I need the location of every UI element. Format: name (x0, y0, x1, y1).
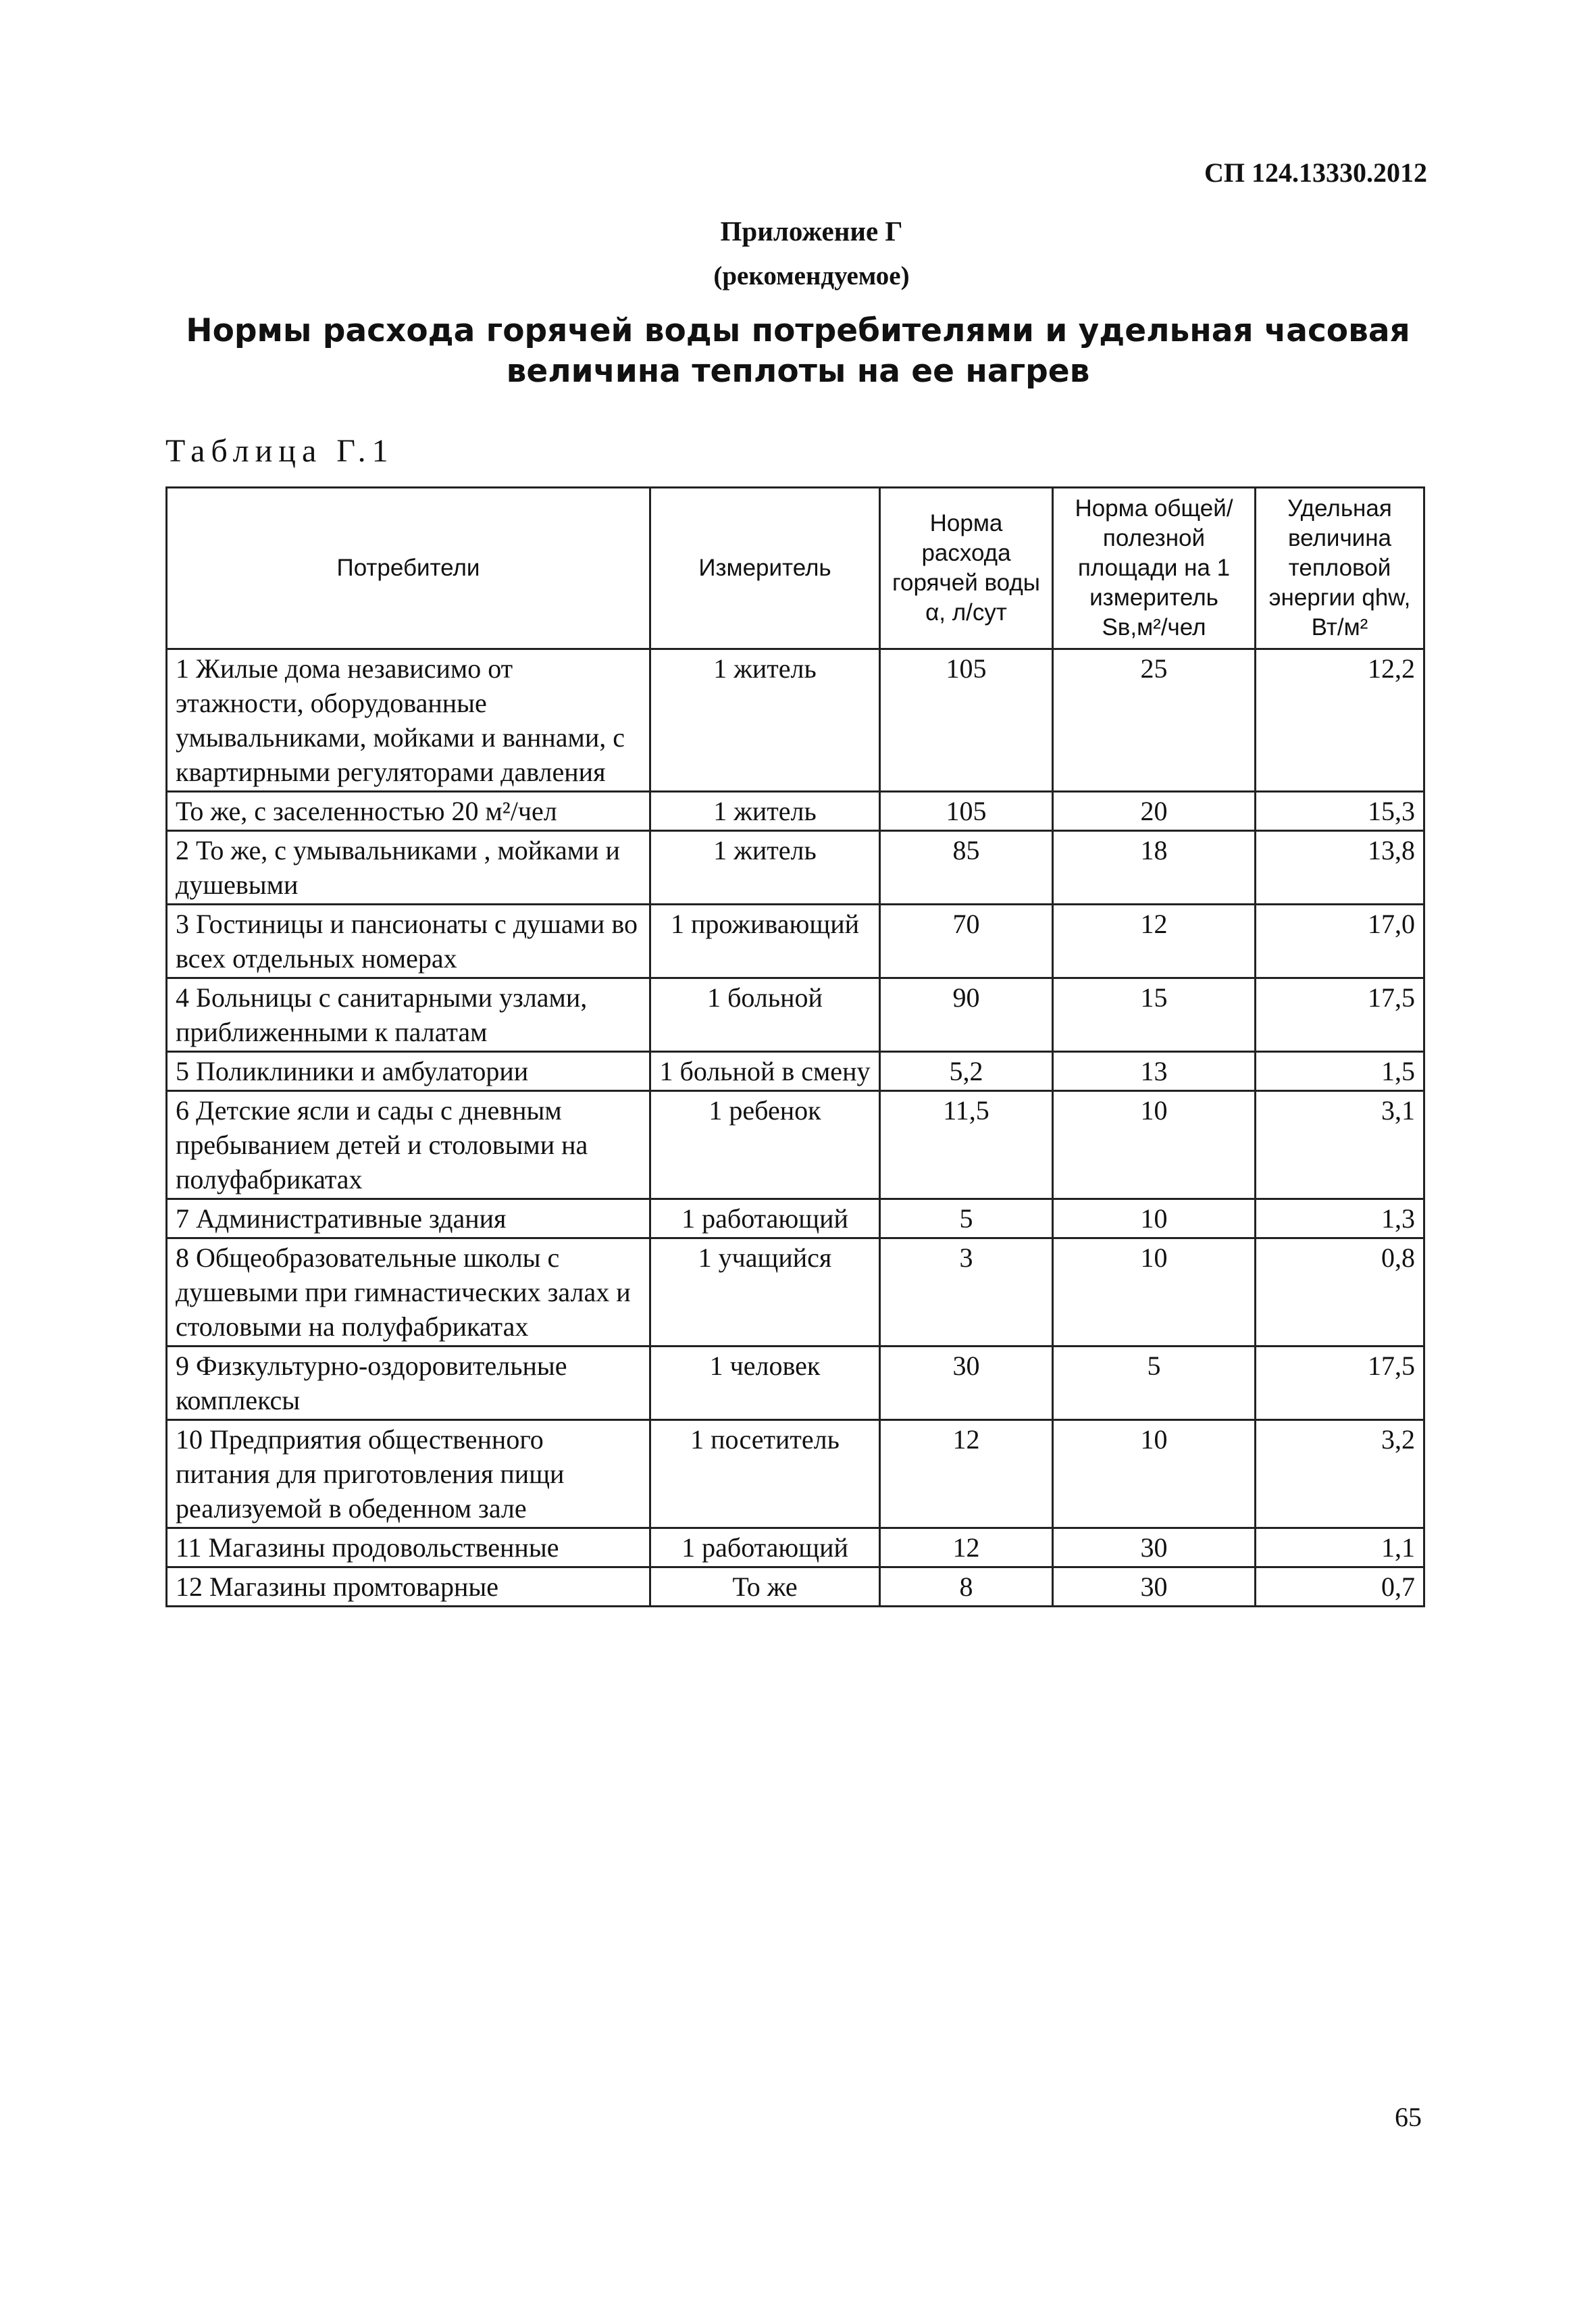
cell-water: 105 (880, 792, 1053, 831)
table-row (167, 1199, 1424, 1238)
cell-consumer: 6 Детские ясли и сады с дневным пребыванием детей и столовыми на полуфабрикатах (167, 1091, 650, 1199)
table-row (167, 978, 1424, 1052)
table-row (167, 1567, 1424, 1607)
column-header-consumers: Потребители (167, 488, 650, 649)
cell-heat: 1,1 (1256, 1528, 1424, 1567)
cell-water: 8 (880, 1567, 1053, 1607)
page-title: Нормы расхода горячей воды потребителями и удельная часовая величина теплоты на ее нагрев (186, 312, 1410, 390)
column-header-unit: Измеритель (650, 488, 880, 649)
cell-unit: 1 работающий (650, 1199, 880, 1238)
cell-water: 3 (880, 1238, 1053, 1347)
document-code: СП 124.13330.2012 (1204, 157, 1427, 188)
cell-unit: 1 работающий (650, 1528, 880, 1567)
table-row (167, 1091, 1424, 1199)
column-header-heat: Удельная величина тепловой энергии qhw, Вт/м² (1256, 488, 1424, 649)
cell-water: 85 (880, 831, 1053, 905)
table-header-row (167, 488, 1424, 649)
column-header-water-norm: Норма расхода горячей воды α, л/сут (880, 488, 1053, 649)
cell-consumer: То же, с заселенностью 20 м²/чел (167, 792, 650, 831)
cell-heat: 1,3 (1256, 1199, 1424, 1238)
cell-water: 5 (880, 1199, 1053, 1238)
cell-consumer: 3 Гостиницы и пансионаты с душами во всех отдельных номерах (167, 905, 650, 978)
cell-consumer: 9 Физкультурно-оздоровительные комплексы (167, 1347, 650, 1420)
cell-unit: 1 учащийся (650, 1238, 880, 1347)
cell-water: 70 (880, 905, 1053, 978)
cell-water: 105 (880, 649, 1053, 792)
cell-area: 12 (1053, 905, 1256, 978)
cell-heat: 0,7 (1256, 1567, 1424, 1607)
table-row (167, 831, 1424, 905)
table-row (167, 905, 1424, 978)
table-row (167, 1528, 1424, 1567)
cell-water: 30 (880, 1347, 1053, 1420)
cell-heat: 3,2 (1256, 1420, 1424, 1528)
page-number: 65 (1395, 2102, 1422, 2132)
cell-consumer: 1 Жилые дома независимо от этажности, оборудованные умывальниками, мойками и ваннами, с квартирными регуляторами давления (167, 649, 650, 792)
cell-consumer: 2 То же, с умывальниками , мойками и душевыми (167, 831, 650, 905)
cell-area: 10 (1053, 1199, 1256, 1238)
cell-area: 25 (1053, 649, 1256, 792)
cell-water: 12 (880, 1528, 1053, 1567)
cell-unit: 1 посетитель (650, 1420, 880, 1528)
table-row (167, 1420, 1424, 1528)
cell-area: 10 (1053, 1091, 1256, 1199)
cell-area: 10 (1053, 1238, 1256, 1347)
norms-table (165, 486, 1425, 1607)
cell-unit: 1 больной (650, 978, 880, 1052)
cell-heat: 1,5 (1256, 1052, 1424, 1091)
table-caption: Таблица Г.1 (165, 433, 394, 469)
cell-unit: 1 житель (650, 649, 880, 792)
cell-heat: 3,1 (1256, 1091, 1424, 1199)
cell-heat: 15,3 (1256, 792, 1424, 831)
cell-area: 13 (1053, 1052, 1256, 1091)
cell-unit: 1 проживающий (650, 905, 880, 978)
cell-area: 10 (1053, 1420, 1256, 1528)
cell-unit: То же (650, 1567, 880, 1607)
table-row (167, 1052, 1424, 1091)
cell-consumer: 7 Административные здания (167, 1199, 650, 1238)
cell-area: 20 (1053, 792, 1256, 831)
cell-unit: 1 больной в смену (650, 1052, 880, 1091)
table-row (167, 1347, 1424, 1420)
cell-consumer: 8 Общеобразовательные школы с душевыми при гимнастических залах и столовыми на полуфабрикатах (167, 1238, 650, 1347)
cell-area: 30 (1053, 1567, 1256, 1607)
cell-unit: 1 ребенок (650, 1091, 880, 1199)
cell-water: 12 (880, 1420, 1053, 1528)
table-row (167, 649, 1424, 792)
cell-area: 30 (1053, 1528, 1256, 1567)
cell-unit: 1 житель (650, 831, 880, 905)
table-row (167, 792, 1424, 831)
cell-consumer: 12 Магазины промтоварные (167, 1567, 650, 1607)
cell-area: 15 (1053, 978, 1256, 1052)
cell-water: 5,2 (880, 1052, 1053, 1091)
cell-consumer: 11 Магазины продовольственные (167, 1528, 650, 1567)
cell-water: 11,5 (880, 1091, 1053, 1199)
appendix-heading: Приложение Г (720, 216, 903, 247)
cell-area: 18 (1053, 831, 1256, 905)
cell-unit: 1 житель (650, 792, 880, 831)
cell-unit: 1 человек (650, 1347, 880, 1420)
cell-consumer: 4 Больницы с санитарными узлами, приближенными к палатам (167, 978, 650, 1052)
column-header-area-norm: Норма общей/полезной площади на 1 измеритель Sв,м²/чел (1053, 488, 1256, 649)
cell-heat: 17,5 (1256, 1347, 1424, 1420)
cell-heat: 13,8 (1256, 831, 1424, 905)
cell-heat: 17,0 (1256, 905, 1424, 978)
cell-heat: 0,8 (1256, 1238, 1424, 1347)
cell-heat: 17,5 (1256, 978, 1424, 1052)
cell-water: 90 (880, 978, 1053, 1052)
appendix-note: (рекомендуемое) (713, 261, 910, 291)
cell-area: 5 (1053, 1347, 1256, 1420)
cell-heat: 12,2 (1256, 649, 1424, 792)
table-row (167, 1238, 1424, 1347)
cell-consumer: 10 Предприятия общественного питания для приготовления пищи реализуемой в обеденном зале (167, 1420, 650, 1528)
cell-consumer: 5 Поликлиники и амбулатории (167, 1052, 650, 1091)
